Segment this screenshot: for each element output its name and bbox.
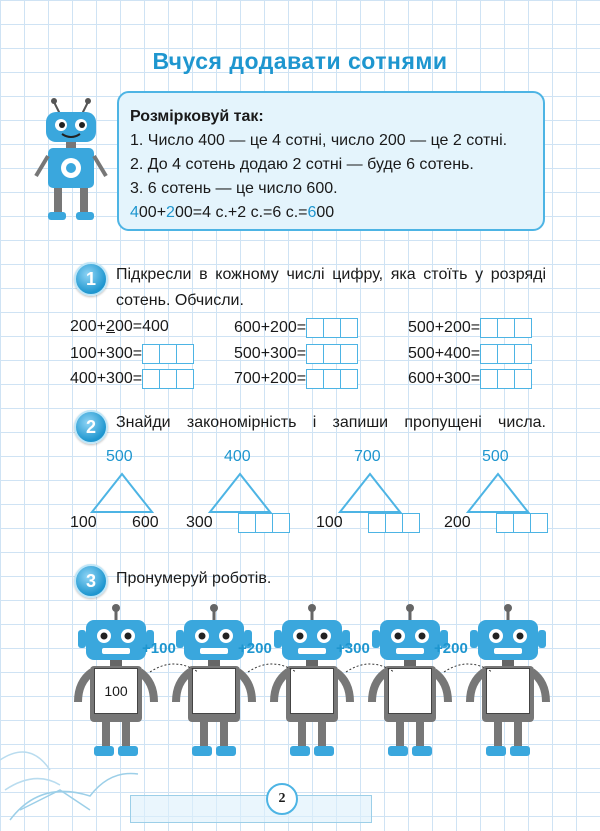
- task1-equation: [70, 369, 193, 389]
- task-number-2: 2: [74, 410, 108, 444]
- answer-cells[interactable]: [480, 369, 531, 389]
- example-text: 200+: [70, 318, 107, 335]
- hint-heading: Розмірковуй так:: [130, 108, 264, 125]
- triangle-left-number: 100: [316, 514, 343, 531]
- task2-instruction: Знайди закономірність і запиши пропущені числа.: [116, 414, 546, 431]
- underlined-digit: 2: [106, 318, 115, 335]
- answer-cells[interactable]: [306, 344, 357, 364]
- task3-instruction: Пронумеруй роботів.: [116, 570, 272, 587]
- answer-cells[interactable]: [306, 318, 357, 338]
- task1-equation: [70, 344, 193, 364]
- ruler-icon: [130, 795, 372, 823]
- answer-cells[interactable]: [480, 318, 531, 338]
- equation-text: 700+200=: [234, 370, 307, 388]
- answer-cells[interactable]: [496, 513, 547, 533]
- hint-line-3: 3. 6 сотень — це число 600.: [130, 180, 338, 197]
- robot-mascot-icon: [30, 96, 112, 224]
- step-label: +200: [434, 640, 468, 657]
- task1-equation: [408, 318, 531, 338]
- triangle-group-4: [444, 448, 554, 538]
- triangle-group-2: [186, 448, 296, 538]
- robots-row: [72, 602, 562, 762]
- equation-text: 500+300=: [234, 345, 307, 363]
- triangle-group-3: [316, 448, 426, 538]
- robot-number-box: 100: [94, 668, 138, 714]
- formula-digit: 2: [166, 204, 175, 221]
- task1-example: [70, 318, 169, 336]
- step-label: +300: [336, 640, 370, 657]
- task-number-3: 3: [74, 564, 108, 598]
- equation-text: 600+300=: [408, 370, 481, 388]
- answer-cells[interactable]: [368, 513, 419, 533]
- formula-digit: 4: [130, 204, 139, 221]
- triangle-shape: [466, 472, 530, 514]
- task1-instruction: Підкресли в кожному числі цифру, яка стоїть у розряді сотень. Обчисли.: [116, 266, 546, 309]
- triangle-top-number: 500: [482, 448, 509, 465]
- equation-text: 500+200=: [408, 319, 481, 337]
- step-label: +200: [238, 640, 272, 657]
- triangle-top-number: 700: [354, 448, 381, 465]
- equation-text: 100+300=: [70, 345, 143, 363]
- triangle-left-number: 300: [186, 514, 213, 531]
- arrow-icon: [150, 664, 198, 672]
- hint-line-2: 2. До 4 сотень додаю 2 сотні — буде 6 сотень.: [130, 156, 474, 173]
- answer-cells[interactable]: [238, 513, 289, 533]
- formula-text: 00=4 с.+2 с.=6 с.=: [174, 204, 308, 221]
- triangle-top-number: 500: [106, 448, 133, 465]
- answer-cells-wrap: [238, 513, 289, 533]
- answer-cells-wrap: [368, 513, 419, 533]
- page-title: Вчуся додавати сотнями: [152, 48, 448, 74]
- book-sketch-icon: [0, 700, 140, 831]
- formula-digit: 6: [307, 204, 317, 221]
- triangle-shape: [208, 472, 272, 514]
- triangle-shape: [338, 472, 402, 514]
- triangle-left-number: 200: [444, 514, 471, 531]
- task1-equation: [408, 369, 531, 389]
- arrow-icon: [248, 664, 296, 672]
- task1-equation: [234, 344, 357, 364]
- task1-equation: [408, 344, 531, 364]
- answer-cells[interactable]: [142, 369, 193, 389]
- page-number: 2: [266, 783, 298, 815]
- triangle-top-number: 400: [224, 448, 251, 465]
- example-result: 400: [142, 318, 169, 335]
- hint-line-1: 1. Число 400 — це 4 сотні, число 200 — це 2 сотні.: [130, 132, 508, 149]
- triangle-right-number: 600: [132, 514, 159, 531]
- answer-cells-wrap: [496, 513, 547, 533]
- equation-text: 500+400=: [408, 345, 481, 363]
- equation-text: 600+200=: [234, 319, 307, 337]
- task-number-1: 1: [74, 262, 108, 296]
- arrow-icon: [346, 664, 394, 672]
- formula-text: 00: [316, 204, 335, 221]
- formula-text: 00+: [138, 204, 167, 221]
- answer-cells[interactable]: [306, 369, 357, 389]
- answer-cells[interactable]: [142, 344, 193, 364]
- answer-cells[interactable]: [480, 344, 531, 364]
- task1-equation: [234, 369, 357, 389]
- hint-formula: [130, 204, 334, 222]
- triangle-group-1: [70, 448, 170, 538]
- example-text: 00=: [114, 318, 143, 335]
- triangle-left-number: 100: [70, 514, 97, 531]
- equation-text: 400+300=: [70, 370, 143, 388]
- task1-equation: [234, 318, 357, 338]
- step-label: +100: [142, 640, 176, 657]
- triangle-shape: [90, 472, 154, 514]
- arrow-icon: [444, 664, 492, 672]
